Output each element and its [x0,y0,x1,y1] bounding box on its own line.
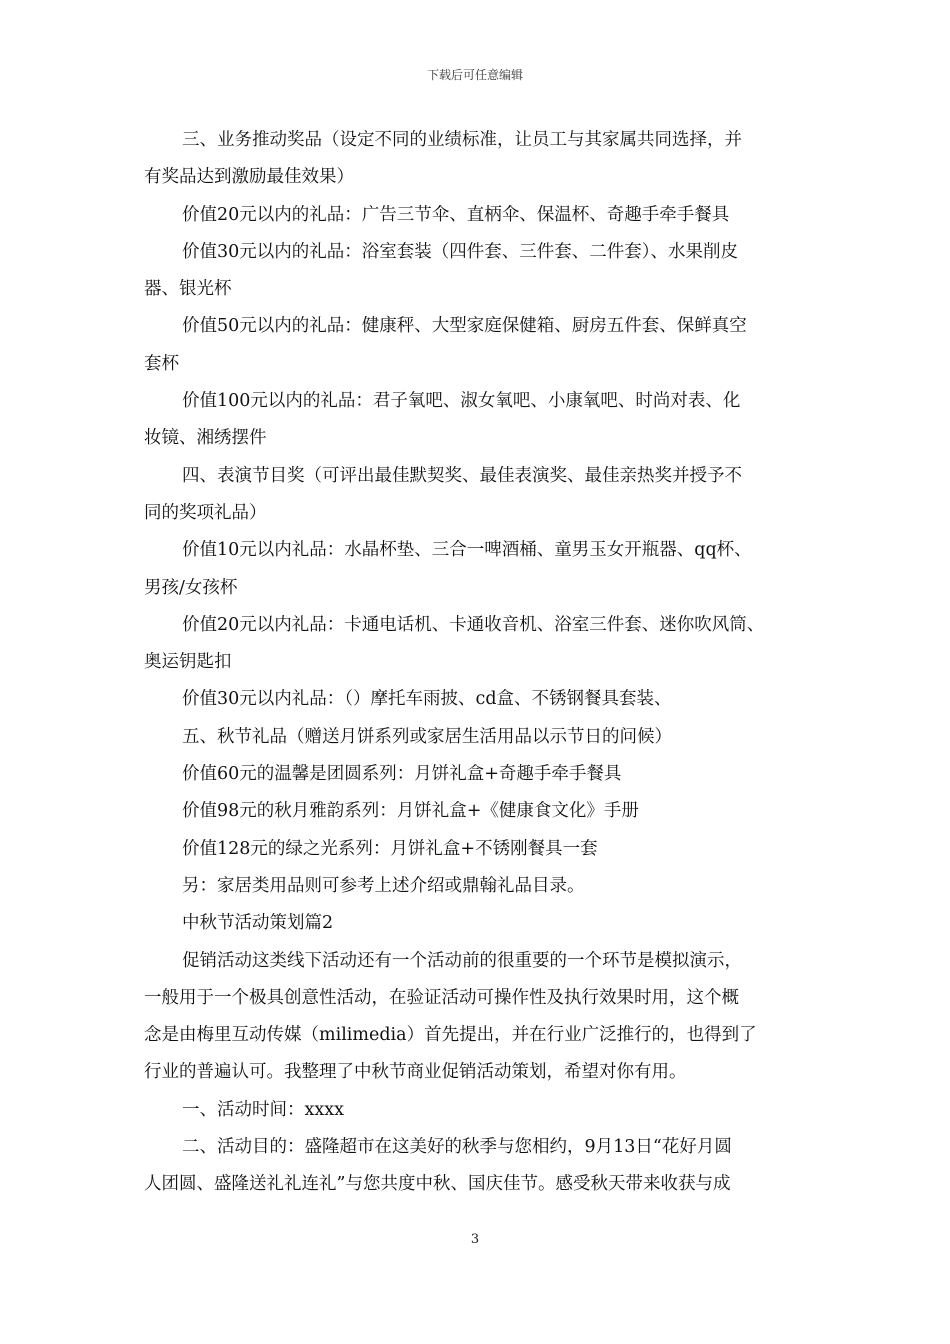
text-line: 四、表演节目奖（可评出最佳默契奖、最佳表演奖、最佳亲热奖并授予不 [182,465,742,486]
text-line: 价值20元以内的礼品：广告三节伞、直柄伞、保温杯、奇趣手牵手餐具 [182,204,730,225]
text-line: 五、秋节礼品（赠送月饼系列或家居生活用品以示节日的问候） [182,726,672,747]
text-line: 三、业务推动奖品（设定不同的业绩标准，让员工与其家属共同选择，并 [182,130,742,150]
text-line: 器、银光杯 [144,279,232,300]
text-line: 中秋节活动策划篇2 [182,913,334,934]
text-line: 促销活动这类线下活动还有一个活动前的很重要的一个环节是模拟演示， [182,950,742,971]
text-line: 行业的普遍认可。我整理了中秋节商业促销活动策划，希望对你有用。 [144,1062,687,1083]
text-line: 一般用于一个极具创意性活动，在验证活动可操作性及执行效果时用，这个概 [144,987,739,1008]
page-number: 3 [470,1232,480,1247]
text-line: 同的奖项礼品） [144,502,267,523]
text-line: 妆镜、湘绣摆件 [144,428,267,449]
text-line: 男孩/女孩杯 [144,577,238,598]
text-line: 价值60元的温馨是团圆系列：月饼礼盒+奇趣手牵手餐具 [182,764,622,785]
text-line: 价值128元的绿之光系列：月饼礼盒+不锈刚餐具一套 [182,838,598,859]
text-line: 价值20元以内礼品：卡通电话机、卡通收音机、浴室三件套、迷你吹风筒、 [182,614,765,635]
text-line: 价值30元以内礼品：（）摩托车雨披、cd盒、不锈钢餐具套装、 [182,689,672,710]
text-line: 二、活动目的：盛隆超市在这美好的秋季与您相约，9月13日“花好月圆 [182,1137,732,1158]
text-line: 念是由梅里互动传媒（milimedia）首先提出，并在行业广泛推行的，也得到了 [144,1025,757,1046]
document-body [144,122,812,1204]
text-line: 套杯 [144,353,179,374]
text-line: 价值50元以内的礼品：健康秤、大型家庭保健箱、厨房五件套、保鲜真空 [182,316,747,337]
text-line: 价值98元的秋月雅韵系列：月饼礼盒+《健康食文化》手册 [182,801,639,822]
text-line: 一、活动时间：xxxx [182,1099,344,1120]
text-line: 有奖品达到激励最佳效果） [144,167,354,188]
text-line: 另：家居类用品则可参考上述介绍或鼎翰礼品目录。 [182,875,585,896]
text-line: 价值30元以内的礼品：浴室套装（四件套、三件套、二件套）、水果削皮 [182,241,739,262]
page-header: 下载后可任意编辑 [426,68,523,82]
text-line: 价值10元以内礼品：水晶杯垫、三合一啤酒桶、童男玉女开瓶器、qq杯、 [182,540,752,561]
text-line: 价值100元以内的礼品：君子氧吧、淑女氧吧、小康氧吧、时尚对表、化 [182,391,741,412]
text-line: 人团圆、盛隆送礼礼连礼”与您共度中秋、国庆佳节。感受秋天带来收获与成 [144,1174,731,1195]
text-line: 奥运钥匙扣 [144,652,232,673]
